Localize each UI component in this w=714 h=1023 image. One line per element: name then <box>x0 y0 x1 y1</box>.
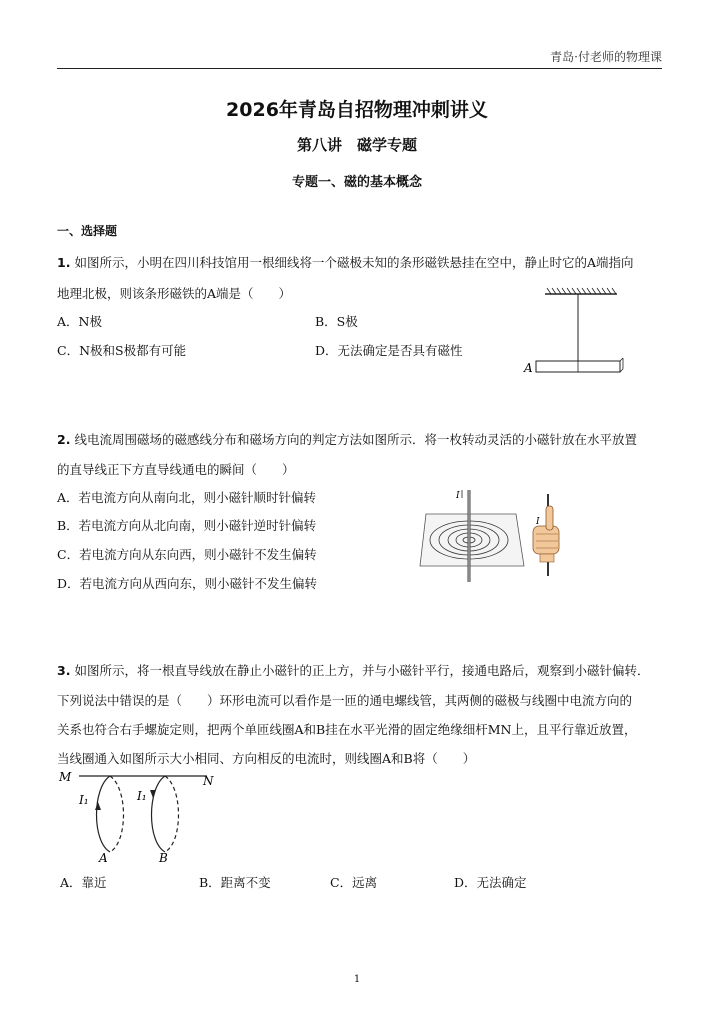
label-m: M <box>59 770 72 784</box>
q1-text-line1: 如图所示，小明在四川科技馆用一根细线将一个磁极未知的条形磁铁悬挂在空中，静止时它的A端指向 <box>74 255 634 270</box>
label-a: A <box>99 851 108 865</box>
q1-text-line2: 地理北极，则该条形磁铁的A端是（ ） <box>57 286 292 301</box>
q1-option-b[interactable]: B．S极 <box>315 314 358 329</box>
right-hand-icon <box>533 506 559 562</box>
page-number: 1 <box>353 974 361 985</box>
topic-heading: 专题一、磁的基本概念 <box>291 175 422 190</box>
q1-number: 1. <box>57 255 71 270</box>
q3-coils-figure <box>55 770 225 866</box>
label-n: N <box>203 774 214 788</box>
q2-line1 <box>57 430 637 448</box>
q2-option-c[interactable]: C．若电流方向从东向西，则小磁针不发生偏转 <box>57 547 317 562</box>
q3-option-d[interactable]: D．无法确定 <box>454 875 527 890</box>
label-b: B <box>159 851 168 865</box>
coil-a <box>95 776 124 852</box>
q3-text-line3: 关系也符合右手螺旋定则，把两个单匝线圈A和B挂在水平光滑的固定绝缘细杆MN上，且平行靠近放置， <box>57 722 637 737</box>
q3-number: 3. <box>57 663 71 678</box>
q1-line1 <box>57 253 633 271</box>
q3-option-a[interactable]: A．靠近 <box>60 875 107 890</box>
wire-current-label: I <box>456 491 460 501</box>
q3-text-line1: 如图所示，将一根直导线放在静止小磁针的正上方，并与小磁针平行，接通电路后，观察到小磁针偏转． <box>74 663 650 678</box>
q2-option-a[interactable]: A．若电流方向从南向北，则小磁针顺时针偏转 <box>57 490 317 505</box>
section-heading: 一、选择题 <box>57 224 118 238</box>
ceiling-hatch <box>545 288 617 294</box>
document-title: 2026年青岛自招物理冲刺讲义 <box>226 99 488 121</box>
q1-option-c[interactable]: C．N极和S极都有可能 <box>57 343 187 358</box>
q2-number: 2. <box>57 432 71 447</box>
q3-text-line2: 下列说法中错误的是（ ）环形电流可以看作是一匝的通电螺线管，其两侧的磁极与线圈中电流方向的 <box>57 693 633 708</box>
q2-option-b[interactable]: B．若电流方向从北向南，则小磁针逆时针偏转 <box>57 518 317 533</box>
q3-option-c[interactable]: C．远离 <box>330 875 378 890</box>
header-brand: 青岛·付老师的物理课 <box>550 50 662 64</box>
lecture-subtitle: 第八讲 磁学专题 <box>296 136 417 154</box>
magnet-end-label: A <box>524 361 533 375</box>
q2-field-figure <box>418 484 578 584</box>
q1-option-d[interactable]: D．无法确定是否具有磁性 <box>315 343 463 358</box>
hand-current-label: I <box>536 517 540 527</box>
coil-b <box>150 776 179 852</box>
q3-text-line4: 当线圈通入如图所示大小相同、方向相反的电流时，则线圈A和B将（ ） <box>57 751 476 766</box>
q2-option-d[interactable]: D．若电流方向从西向东，则小磁针不发生偏转 <box>57 576 318 591</box>
q2-text-line1: 线电流周围磁场的磁感线分布和磁场方向的判定方法如图所示．将一枚转动灵活的小磁针放在水平放置 <box>74 432 637 447</box>
q3-option-b[interactable]: B．距离不变 <box>199 875 271 890</box>
q1-magnet-figure <box>515 284 635 380</box>
label-i1-a: I₁ <box>79 793 89 807</box>
label-i1-b: I₁ <box>137 789 147 803</box>
bar-magnet <box>536 358 623 372</box>
q2-text-line2: 的直导线正下方直导线通电的瞬间（ ） <box>57 462 295 477</box>
header-rule <box>57 68 662 69</box>
q1-option-a[interactable]: A．N极 <box>57 314 102 329</box>
q3-line1 <box>57 661 649 679</box>
